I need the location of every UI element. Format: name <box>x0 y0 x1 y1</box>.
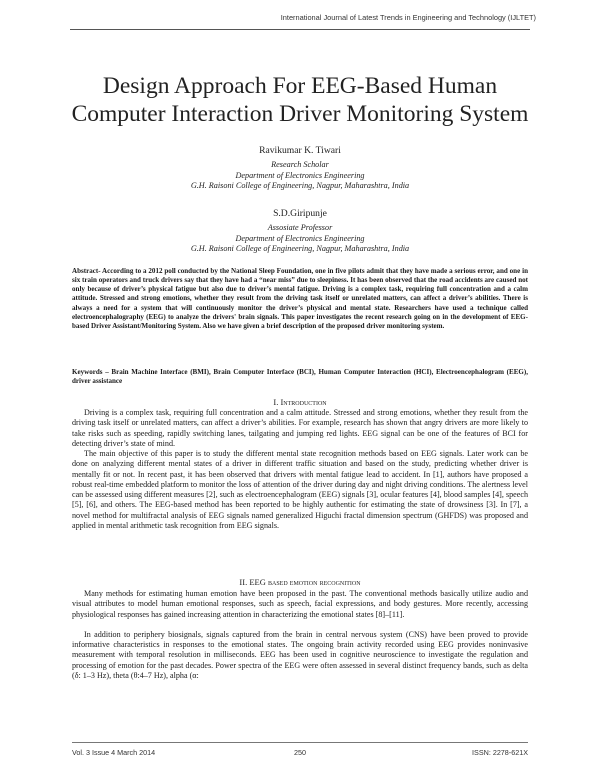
paper-title <box>40 72 560 128</box>
footer-page-number: 250 <box>294 748 306 757</box>
author-affiliation: G.H. Raisoni College of Engineering, Nagpur, Maharashtra, India <box>190 244 410 254</box>
author-department: Department of Electronics Engineering <box>235 170 365 180</box>
section-heading-emotion-recognition: II. EEG based emotion recognition <box>239 577 361 587</box>
footer-divider <box>72 742 528 743</box>
section-heading-introduction: I. Introduction <box>273 397 327 407</box>
author-role: Research Scholar <box>271 160 329 169</box>
author-role: Assosiate Professor <box>267 223 333 232</box>
footer-volume: Vol. 3 Issue 4 March 2014 <box>72 748 156 757</box>
journal-header: International Journal of Latest Trends in Engineering and Technology (IJLTET) <box>280 13 536 22</box>
paragraph: The main objective of this paper is to study the different mental state recognition methods based on EEG signals. Later work can be done on analyzing different mental states of a driver in different traffic situation and based on the study, predicting whether driver is mentally fit or not. In recent past, it has been observed that drivers with mental fatigue lead to accident. In [1], authors have proposed a robust real-time embedded platform to monitor the loss of attention of the driver during day and night driving conditions. The alertness level can be assessed using different measures [2], such as electroencephalogram (EEG) signals [3], ocular features [4], blood samples [4], speech [5], [6], and others. The EEG-based method has been reported to be highly authentic for estimating the state of drowsiness [3]. In [7], a novel method for multifractal analysis of EEG signals named generalized Higuchi fractal dimension spectrum (GHFDS) was proposed and applied in mental arithmetic task recognition from EEG signals. <box>72 449 528 530</box>
title-line-2: Computer Interaction Driver Monitoring System <box>71 101 529 127</box>
author-department: Department of Electronics Engineering <box>235 233 365 243</box>
paragraph: In addition to periphery biosignals, signals captured from the brain in central nervous system (CNS) have been proved to provide informative characteristics in responses to the emotional states. The ongoing brain activity recorded using EEG provides noninvasive measurement with temporal resolution in milliseconds. EEG has been used in cognitive neuroscience to investigate the regulation and processing of emotion for the past decades. Power spectra of the EEG were often assessed in several distinct frequency bands, such as delta (δ: 1–3 Hz), theta (θ:4–7 Hz), alpha (α: <box>72 629 528 680</box>
author-name: S.D.Giripunje <box>273 208 327 219</box>
section-body-emotion-recognition <box>72 589 528 681</box>
paragraph: Driving is a complex task, requiring full concentration and a calm attitude. Stressed and strong emotions, whether they result from the driving task itself or unrelated matters, can affect a driver’s abilities. For example, research has shown that angry drivers are more likely to take risks such as speeding, rapidly switching lanes, tailgating and jumping red lights. EEG signal can be one of the features of BCI for detecting driver’s state of mind. <box>72 408 528 448</box>
section-body-introduction <box>72 408 528 531</box>
author-affiliation: G.H. Raisoni College of Engineering, Nagpur, Maharashtra, India <box>190 181 410 191</box>
author-name: Ravikumar K. Tiwari <box>259 145 341 156</box>
author-block-1 <box>40 144 560 192</box>
title-line-1: Design Approach For EEG-Based Human <box>102 73 498 99</box>
footer-issn: ISSN: 2278-621X <box>472 748 528 757</box>
paragraph: Many methods for estimating human emotion have been proposed in the past. The conventional methods basically utilize audio and visual attributes to model human emotional responses, such as speech, facial expressions, and body gestures. More recently, accessing physiological responses has gained increasing attention in characterizing the emotional states [8]–[11]. <box>72 589 528 619</box>
author-block-2 <box>40 207 560 255</box>
header-divider <box>70 29 530 30</box>
keywords: Keywords – Brain Machine Interface (BMI), Brain Computer Interface (BCI), Human Computer Interaction (HCI), Electroencephalogram (EEG), driver assistance <box>72 368 528 386</box>
abstract: Abstract- According to a 2012 poll conducted by the National Sleep Foundation, one in five pilots admit that they have made a serious error, and one in six train operators and truck drivers say that they have had a “near miss” due to sleepiness. It has been observed that the road accidents are caused not only because of driver’s physical fatigue but also due to driver’s mental fatigue. Driving is a complex task, requiring full concentration and a calm attitude. Stressed and strong emotions, whether they result from the driving task itself or unrelated matters, can affect a driver’s abilities. There is always a need for a system that will continuously monitor the driver’s physical and mental state. Researchers have used a technique called electroencephalography (EEG) to analyze the drivers' brain signals. This paper investigates the recent research going on in the development of EEG-based Driver Assistant/Monitoring System. Also we have given a brief description of the proposed driver monitoring system. <box>72 267 528 330</box>
